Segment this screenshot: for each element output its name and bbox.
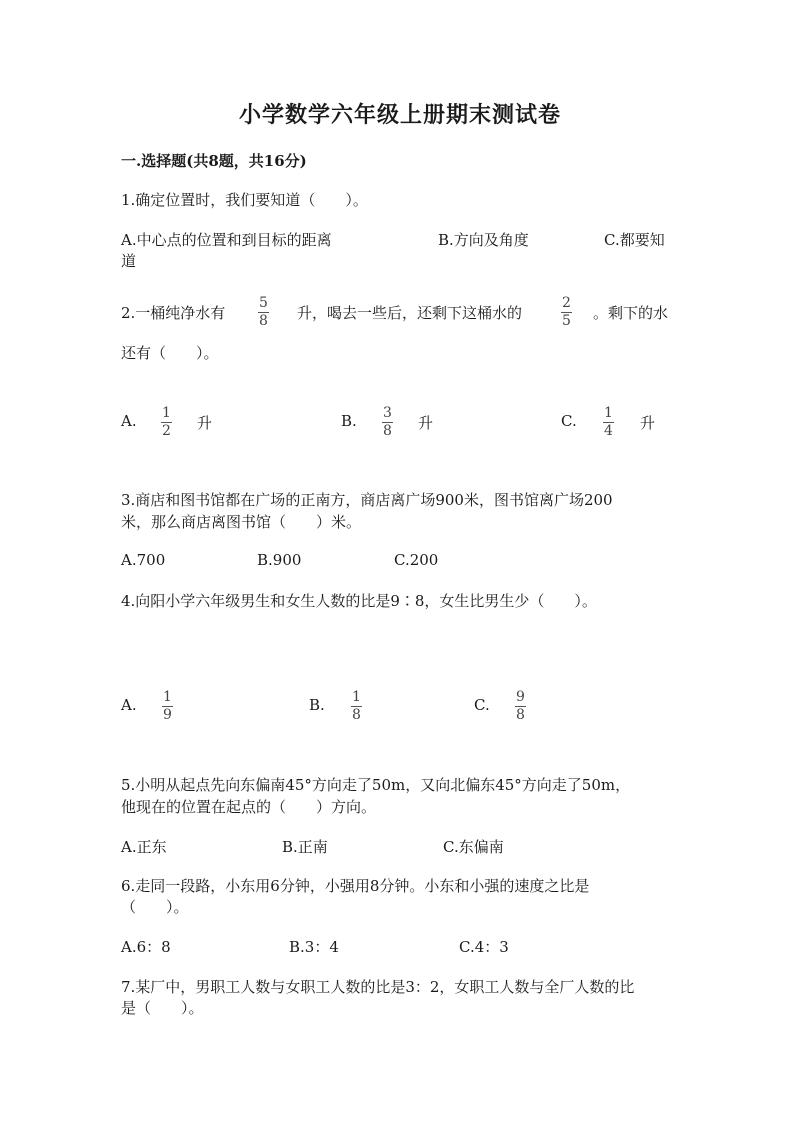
question-1-option-c-wrap: 道 xyxy=(121,252,137,270)
fraction-numerator: 9 xyxy=(516,689,525,705)
question-4-option-a-fraction xyxy=(162,690,173,723)
fraction-numerator: 5 xyxy=(259,295,268,311)
fraction-denominator: 4 xyxy=(604,423,613,439)
page-title: 小学数学六年级上册期末测试卷 xyxy=(238,102,561,128)
question-2-option-c-unit: 升 xyxy=(640,414,656,432)
question-2-stem-part3: 。剩下的水 xyxy=(593,304,669,322)
question-4-option-b-label: B. xyxy=(309,696,325,714)
question-6-stem-line1: 6.走同一段路，小东用6分钟，小强用8分钟。小东和小强的速度之比是 xyxy=(121,877,590,895)
fraction-denominator: 5 xyxy=(562,313,571,329)
question-1-option-c: C.都要知 xyxy=(604,231,665,249)
question-2-option-a-fraction xyxy=(161,406,172,439)
fraction-denominator: 9 xyxy=(163,707,172,723)
fraction-denominator: 8 xyxy=(516,707,525,723)
question-2-option-c-fraction xyxy=(603,406,614,439)
question-1-stem: 1.确定位置时，我们要知道（ ）。 xyxy=(121,191,368,209)
question-3-option-c: C.200 xyxy=(394,551,439,569)
fraction-denominator: 8 xyxy=(259,313,268,329)
question-4-option-a-label: A. xyxy=(121,696,137,714)
fraction-numerator: 1 xyxy=(163,689,172,705)
question-5-stem-line2: 他现在的位置在起点的（ ）方向。 xyxy=(121,798,377,816)
fraction-denominator: 2 xyxy=(162,423,171,439)
question-2-stem-part1: 2.一桶纯净水有 xyxy=(121,304,226,322)
question-2-option-a-unit: 升 xyxy=(197,414,213,432)
question-3-stem-line1: 3.商店和图书馆都在广场的正南方，商店离广场900米，图书馆离广场200 xyxy=(121,491,613,509)
section-heading: 一.选择题(共8题，共16分) xyxy=(121,152,307,170)
question-5-stem-line1: 5.小明从起点先向东偏南45°方向走了50m，又向北偏东45°方向走了50m， xyxy=(121,776,631,794)
question-2-option-c-label: C. xyxy=(561,412,577,430)
question-5-option-c: C.东偏南 xyxy=(443,838,504,856)
fraction-numerator: 1 xyxy=(162,405,171,421)
question-6-option-c: C.4：3 xyxy=(459,938,509,956)
question-3-stem-line2: 米，那么商店离图书馆（ ）米。 xyxy=(121,513,362,531)
question-5-option-a: A.正东 xyxy=(121,838,167,856)
fraction-numerator: 1 xyxy=(352,689,361,705)
question-2-stem-part2: 升，喝去一些后，还剩下这桶水的 xyxy=(297,304,523,322)
question-2-stem-line2: 还有（ ）。 xyxy=(121,344,219,362)
question-3-option-b: B.900 xyxy=(257,551,302,569)
question-4-option-b-fraction xyxy=(351,690,362,723)
question-6-option-b: B.3：4 xyxy=(289,938,339,956)
question-5-option-b: B.正南 xyxy=(282,838,328,856)
question-1-option-a: A.中心点的位置和到目标的距离 xyxy=(121,231,332,249)
question-4-option-c-label: C. xyxy=(474,696,490,714)
question-2-option-b-fraction xyxy=(382,406,393,439)
fraction-numerator: 2 xyxy=(562,295,571,311)
fraction-numerator: 1 xyxy=(604,405,613,421)
question-2-fraction-2 xyxy=(561,296,572,329)
question-2-option-b-label: B. xyxy=(341,412,357,430)
question-7-stem-line1: 7.某厂中，男职工人数与女职工人数的比是3：2，女职工人数与全厂人数的比 xyxy=(121,978,635,996)
fraction-denominator: 8 xyxy=(352,707,361,723)
question-2-option-b-unit: 升 xyxy=(418,414,434,432)
question-6-option-a: A.6：8 xyxy=(121,938,171,956)
question-6-stem-line2: （ ）。 xyxy=(121,898,189,916)
question-3-option-a: A.700 xyxy=(121,551,166,569)
question-1-option-b: B.方向及角度 xyxy=(438,231,529,249)
fraction-denominator: 8 xyxy=(383,423,392,439)
question-4-stem: 4.向阳小学六年级男生和女生人数的比是9∶8，女生比男生少（ ）。 xyxy=(121,592,597,610)
question-2-fraction-1 xyxy=(258,296,269,329)
question-2-option-a-label: A. xyxy=(121,412,137,430)
question-4-option-c-fraction xyxy=(515,690,526,723)
question-7-stem-line2: 是（ ）。 xyxy=(121,999,204,1017)
fraction-numerator: 3 xyxy=(383,405,392,421)
